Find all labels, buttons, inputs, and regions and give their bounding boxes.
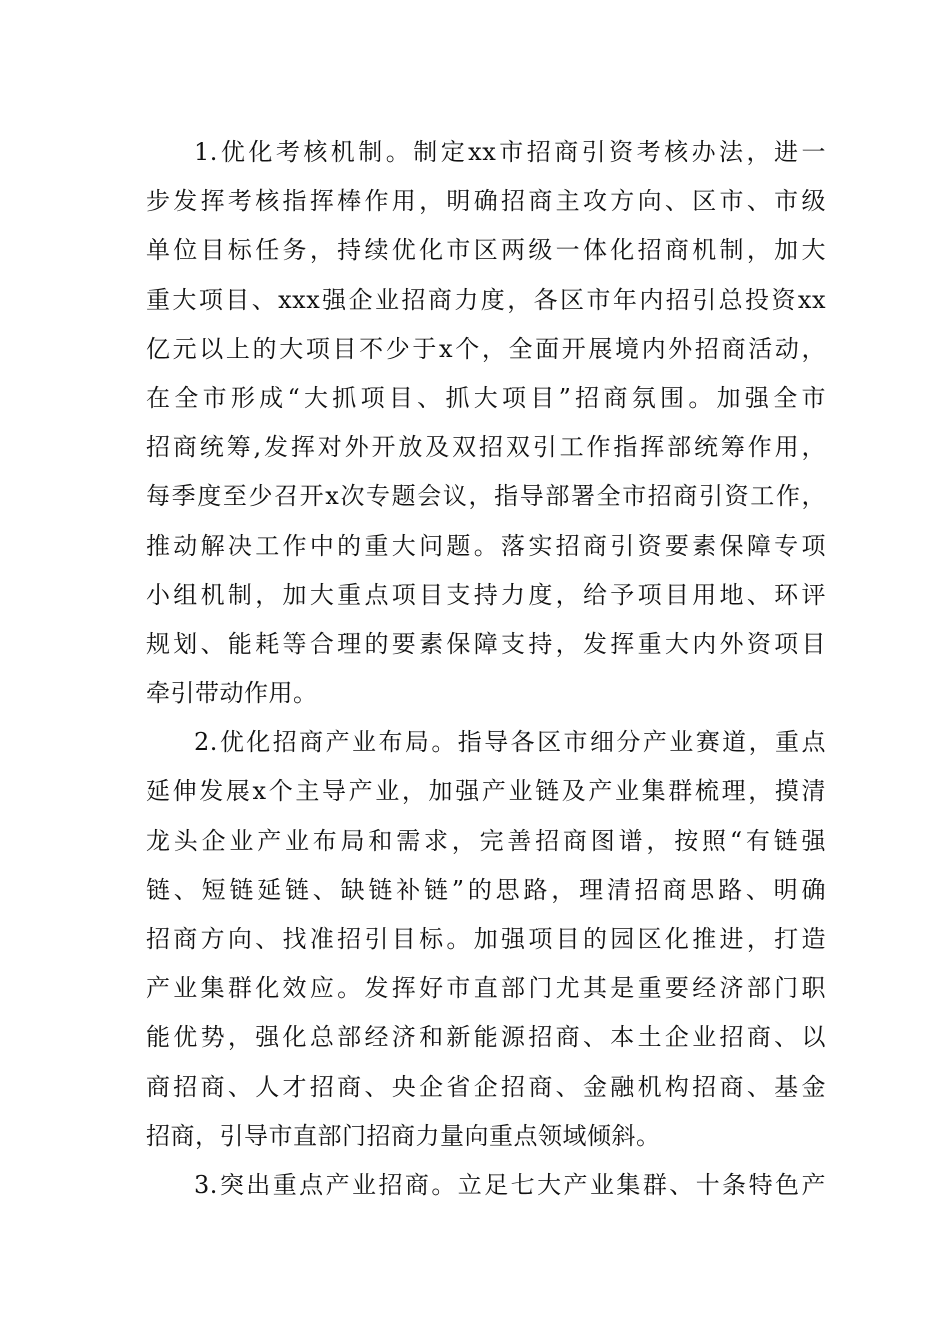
paragraph-line: 能优势，强化总部经济和新能源招商、本土企业招商、以 — [146, 1023, 826, 1052]
paragraph-line: 推动解决工作中的重大问题。落实招商引资要素保障专项 — [146, 531, 826, 560]
paragraph-line: 重大项目、xxx强企业招商力度，各区市年内招引总投资xx — [146, 285, 826, 314]
paragraph-line: 3.突出重点产业招商。立足七大产业集群、十条特色产 — [194, 1170, 826, 1199]
paragraph-line: 单位目标任务，持续优化市区两级一体化招商机制，加大 — [146, 236, 826, 265]
paragraph-line: 龙头企业产业布局和需求，完善招商图谱，按照“有链强 — [146, 826, 826, 855]
paragraph-line: 商招商、人才招商、央企省企招商、金融机构招商、基金 — [146, 1072, 826, 1101]
paragraph-3 — [146, 1161, 826, 1210]
paragraph-line: 每季度至少召开x次专题会议，指导部署全市招商引资工作， — [146, 482, 826, 511]
document-body — [146, 128, 826, 1210]
paragraph-line: 小组机制，加大重点项目支持力度，给予项目用地、环评 — [146, 580, 826, 609]
paragraph-1 — [146, 128, 826, 718]
paragraph-line: 规划、能耗等合理的要素保障支持，发挥重大内外资项目 — [146, 629, 826, 658]
paragraph-line: 链、短链延链、缺链补链”的思路，理清招商思路、明确 — [146, 875, 826, 904]
paragraph-line: 牵引带动作用。 — [146, 679, 318, 708]
paragraph-2 — [146, 718, 826, 1161]
paragraph-line: 在全市形成“大抓项目、抓大项目”招商氛围。加强全市 — [146, 383, 826, 412]
paragraph-line: 2.优化招商产业布局。指导各区市细分产业赛道，重点 — [194, 728, 826, 757]
paragraph-line: 产业集群化效应。发挥好市直部门尤其是重要经济部门职 — [146, 974, 826, 1003]
paragraph-line: 亿元以上的大项目不少于x个，全面开展境内外招商活动， — [146, 334, 826, 363]
paragraph-line: 招商方向、找准招引目标。加强项目的园区化推进，打造 — [146, 925, 826, 953]
paragraph-line: 步发挥考核指挥棒作用，明确招商主攻方向、区市、市级 — [146, 187, 826, 216]
paragraph-line: 招商，引导市直部门招商力量向重点领域倾斜。 — [146, 1121, 661, 1150]
paragraph-line: 1.优化考核机制。制定xx市招商引资考核办法，进一 — [194, 138, 826, 166]
paragraph-line: 延伸发展x个主导产业，加强产业链及产业集群梳理，摸清 — [146, 777, 826, 806]
paragraph-line: 招商统筹,发挥对外开放及双招双引工作指挥部统筹作用， — [146, 433, 826, 462]
